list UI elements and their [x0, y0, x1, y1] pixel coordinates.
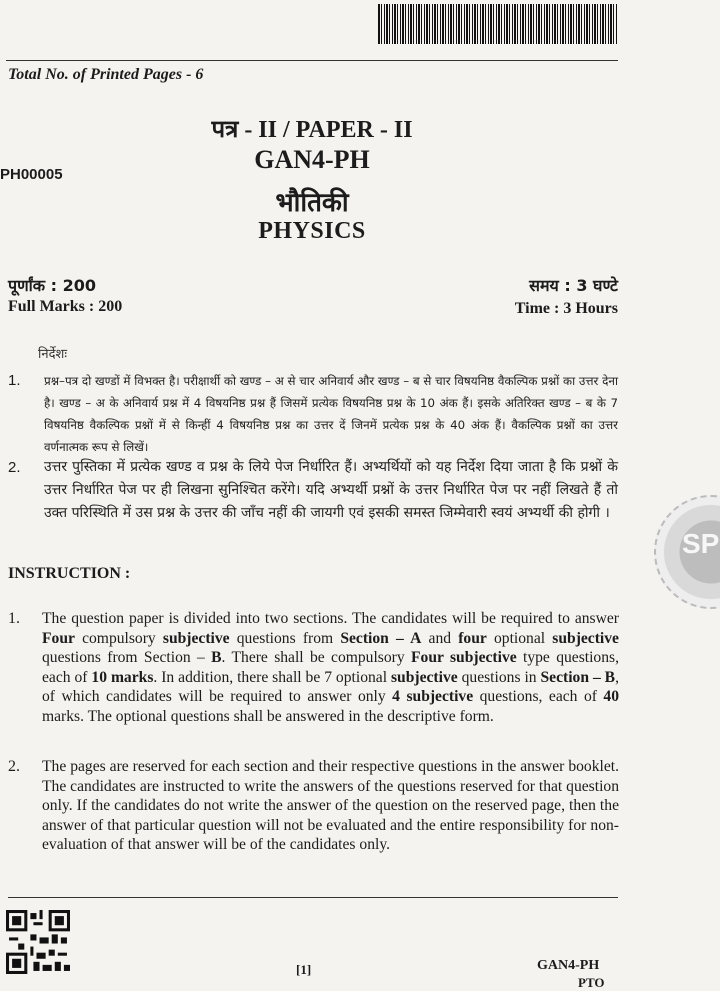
page-number: [1] — [296, 962, 312, 977]
barcode — [378, 4, 618, 44]
full-marks-hindi: पूर्णांक : 200 — [8, 276, 97, 295]
english-item-number: 1. — [8, 610, 20, 627]
instruction-heading: INSTRUCTION : — [8, 565, 131, 582]
seal-stamp-text: SP — [682, 528, 720, 559]
hindi-item-text: प्रश्न–पत्र दो खण्डों में विभक्त है। परीक्षार्थी को खण्ड – अ से चार अनिवार्य और खण्ड – ब से चार विषयनिष्ठ वैकल्पिक प्रश्नों का उत्तर देना है। खण्ड – अ के अनिवार्य प्रश्न में 4 विषयनिष्ठ प्रश्न हैं जिसमें प्रत्येक विषयनिष्ठ प्रश्न के 10 अंक हैं। इसके अतिरिक्त खण्ड – ब के 7 विषयनिष्ठ वैकल्पिक प्रश्नों में से किन्हीं 4 विषयनिष्ठ प्रश्न का उत्तर दें जिनमें प्रत्येक प्रश्न के 40 अंक हैं। वैकल्पिक प्रश्नों का उत्तर वर्णनात्मक रूप से लिखें। — [44, 374, 618, 454]
printed-pages: Total No. of Printed Pages - 6 — [8, 66, 204, 83]
side-code: PH00005 — [0, 166, 63, 183]
bottom-divider — [8, 897, 618, 898]
hindi-item-number: 2. — [8, 459, 21, 476]
footer-code: GAN4-PH — [537, 958, 600, 973]
paper-code: GAN4-PH — [254, 145, 370, 174]
english-item-1-text: The question paper is divided into two sections. The candidates will be required to answer Four compulsory subjective questions from Section – A and four optional subjective questions from Section – B. There shall be compulsory Four subjective type questions, each of 10 marks. In addition, there shall be 7 optional subjective questions in Section – B, of which candidates will be required to answer only 4 subjective questions, each of 40 marks. The optional questions shall be answered in the descriptive form. — [42, 610, 620, 725]
hindi-instructions-heading: निर्देशः — [38, 347, 67, 362]
english-item-number: 2. — [8, 758, 20, 775]
english-item-2-text: The pages are reserved for each section and their respective questions in the answer booklet. The candidates are instructed to write the answers of the questions reserved for that question only. If the candidates do not write the answer of the question on the reserved page, then the answer of that particular question will not be evaluated and the entire responsibility for non-evaluation of that answer will be of the candidates only. — [42, 758, 619, 853]
full-marks-english: Full Marks : 200 — [8, 298, 123, 315]
hindi-item-number: 1. — [8, 372, 21, 389]
pto-label: PTO — [578, 975, 605, 990]
paper-title: पत्र - II / PAPER - II — [211, 117, 413, 143]
qr-code-icon — [6, 910, 70, 974]
top-divider — [6, 60, 618, 61]
time-english: Time : 3 Hours — [514, 300, 618, 317]
time-hindi: समय : 3 घण्टे — [529, 276, 618, 295]
subject-hindi: भौतिकी — [275, 188, 349, 218]
hindi-item-text: उत्तर पुस्तिका में प्रत्येक खण्ड व प्रश्न के लिये पेज निर्धारित हैं। अभ्यर्थियों को यह निर्देश दिया जाता है कि प्रश्नों के उत्तर निर्धारित पेज पर ही लिखना सुनिश्चित करेंगे। यदि अभ्यर्थी प्रश्नों के उत्तर निर्धारित पेज पर नहीं लिखते हैं तो उक्त परिस्थिति में उस प्रश्न के उत्तर की जाँच नहीं की जायगी एवं इसकी समस्त जिम्मेवारी स्वयं अभ्यर्थी की होगी । — [44, 459, 618, 521]
subject-english: PHYSICS — [258, 218, 366, 244]
